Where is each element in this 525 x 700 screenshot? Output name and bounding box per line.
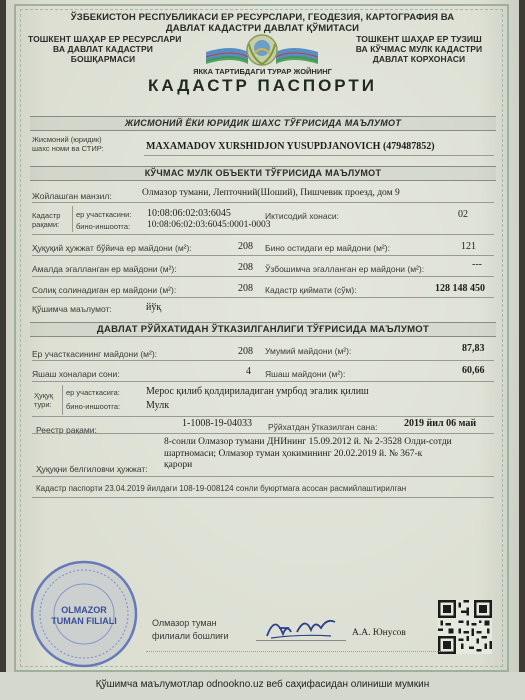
cadastral-number-label: Кадастр рақами: xyxy=(32,211,61,229)
registration-date-label: Рўйхатдан ўтказилган сана: xyxy=(268,422,378,432)
economic-rooms-value: 02 xyxy=(458,209,468,220)
actual-area-label: Амалда эгалланган ер майдони (м²): xyxy=(32,264,177,274)
divider xyxy=(32,297,494,298)
signature-line xyxy=(256,640,346,641)
right-org-line: ДАВЛАТ КОРХОНАСИ xyxy=(372,54,466,64)
stamp-text-line: TUMAN FILIALI xyxy=(51,616,117,626)
section-header-owner: ЖИСМОНИЙ ЁКИ ЮРИДИК ШАХС ТЎҒРИСИДА МАЪЛУМОТ xyxy=(30,116,496,131)
owner-label: Жисмоний (юридик) шахс номи ва СТИР: xyxy=(32,135,104,153)
ministry-line-1: ЎЗБЕКИСТОН РЕСПУБЛИКАСИ ЕР РЕСУРСЛАРИ, ГЕОДЕЗИЯ, КАРТОГРАФИЯ ВА xyxy=(70,12,455,23)
divider xyxy=(144,155,494,156)
right-type-label: Ҳуқуқ тури: xyxy=(34,391,54,409)
total-area-label: Умумий майдони (м²): xyxy=(265,346,352,356)
right-plot-value: Мерос қилиб қолдириладиган умрбод эгалик қилиш xyxy=(146,386,369,397)
right-org-line: ТОШКЕНТ ШАҲАР ЕР ТУЗИШ xyxy=(356,34,482,44)
basis-document-text: 8-сонли Олмазор тумани ДНИнинг 15.09.2012 й. № 2-3528 Олди-сотди шартномаси; Олмазор туман ҳокимининг 20.02.2019 й. № 367-к қарори xyxy=(164,437,452,470)
divider xyxy=(72,206,73,232)
tax-area-label: Солиқ солинадиган ер майдони (м²): xyxy=(32,285,177,295)
ministry-line-2: ДАВЛАТ КАДАСТРИ ДАВЛАТ ҚЎМИТАСИ xyxy=(165,23,360,34)
plot-cad-value: 10:08:06:02:03:6045 xyxy=(147,208,231,219)
section-header-registration: ДАВЛАТ РЎЙХАТИДАН ЎТКАЗИЛГАНЛИГИ ТЎҒРИСИДА МАЪЛУМОТ xyxy=(30,322,496,337)
legal-area-label: Ҳуқуқий ҳужжат бўйича ер майдони (м²): xyxy=(32,243,192,253)
left-org-line: БОШҚАРМАСИ xyxy=(70,54,136,64)
economic-rooms-label: Иктисодий хонаси: xyxy=(265,211,339,221)
divider xyxy=(32,202,494,203)
passport-note: Кадастр паспорти 23.04.2019 йилдаги 108-19-008124 сонли буюртмага асосан расмийлаштирилган xyxy=(36,484,407,493)
stamp-text-line: OLMAZOR xyxy=(61,605,107,615)
divider xyxy=(32,433,494,434)
divider xyxy=(32,416,494,417)
document-hash-line xyxy=(146,651,446,655)
footer-text: Қўшимча маълумотлар odnookno.uz веб саҳифасидан олиниши мумкин xyxy=(95,679,430,690)
official-stamp-icon xyxy=(28,558,140,670)
divider xyxy=(62,385,63,415)
divider xyxy=(32,276,494,277)
tax-area-value: 208 xyxy=(238,283,253,294)
living-area-label: Яшаш майдони (м²): xyxy=(265,369,346,379)
qr-code-icon xyxy=(438,600,492,654)
divider xyxy=(32,476,494,477)
legal-area-value: 208 xyxy=(238,241,253,252)
total-area-value: 87,83 xyxy=(462,343,485,354)
right-plot-label: ер участкасига: xyxy=(66,388,120,397)
basis-document-label: Ҳуқуқни белгиловчи ҳужжат: xyxy=(36,464,148,474)
right-building-label: бино-иншоотга: xyxy=(66,402,121,411)
divider xyxy=(32,255,494,256)
self-area-value: --- xyxy=(472,259,482,270)
registry-number-value: 1-1008-19-04033 xyxy=(182,418,252,429)
address-value: Олмазор тумани, Лепточний(Шоший), Пишчевик проезд, дом 9 xyxy=(142,188,400,198)
building-cad-value: 10:08:06:02:03:6045:0001-0003 xyxy=(147,220,271,230)
actual-area-value: 208 xyxy=(238,262,253,273)
building-cad-label: бино-иншоотга: xyxy=(76,222,131,231)
handwritten-signature-icon xyxy=(261,608,341,644)
right-org-line: ВА КЎЧМАС МУЛК КАДАСТРИ xyxy=(355,44,483,54)
signatory-name: А.А. Юнусов xyxy=(352,628,406,638)
left-org xyxy=(28,34,182,64)
plot-area-value: 208 xyxy=(238,346,253,357)
footer-bar xyxy=(0,672,525,700)
left-org-line: ТОШКЕНТ ШАҲАР ЕР РЕСУРСЛАРИ xyxy=(28,34,182,44)
divider xyxy=(32,381,494,382)
cadastral-value: 128 148 450 xyxy=(435,283,485,294)
right-building-value: Мулк xyxy=(146,400,170,411)
address-label: Жойлашган манзил: xyxy=(32,191,112,201)
self-area-label: Ўзбошимча эгалланган ер майдони (м²): xyxy=(265,264,425,274)
cadastral-passport-document xyxy=(6,0,519,700)
signatory-position: Олмазор туман филиали бошлиғи xyxy=(152,618,229,641)
cadastral-value-label: Кадастр қиймати (сўм): xyxy=(265,285,357,295)
divider xyxy=(32,360,494,361)
under-building-label: Бино остидаги ер майдони (м²): xyxy=(265,243,390,253)
registry-number-label: Реестр рақами: xyxy=(36,425,97,435)
state-emblem-icon xyxy=(202,30,322,70)
right-org xyxy=(344,34,494,64)
living-area-value: 60,66 xyxy=(462,365,485,376)
rooms-count-value: 4 xyxy=(246,366,251,377)
extra-info-value: йўқ xyxy=(146,302,162,313)
divider xyxy=(32,234,494,235)
divider xyxy=(32,497,494,498)
rooms-count-label: Яшаш хоналари сони: xyxy=(32,369,120,379)
plot-area-label: Ер участкасининг майдони (м²): xyxy=(32,349,158,359)
document-title: КАДАСТР ПАСПОРТИ xyxy=(147,76,378,95)
document-subtitle: ЯККА ТАРТИБДАГИ ТУРАР ЖОЙНИНГ xyxy=(193,67,332,76)
section-header-object: КЎЧМАС МУЛК ОБЪЕКТИ ТЎҒРИСИДА МАЪЛУМОТ xyxy=(30,166,496,181)
registration-date-value: 2019 йил 06 май xyxy=(404,418,477,429)
plot-cad-label: ер участкасини: xyxy=(76,210,132,219)
extra-info-label: Қўшимча маълумот: xyxy=(32,304,112,314)
under-building-value: 121 xyxy=(461,241,476,252)
left-org-line: ВА ДАВЛАТ КАДАСТРИ xyxy=(53,44,153,54)
owner-name: MAXAMADOV XURSHIDJON YUSUPDJANOVICH (479487852) xyxy=(146,141,435,152)
